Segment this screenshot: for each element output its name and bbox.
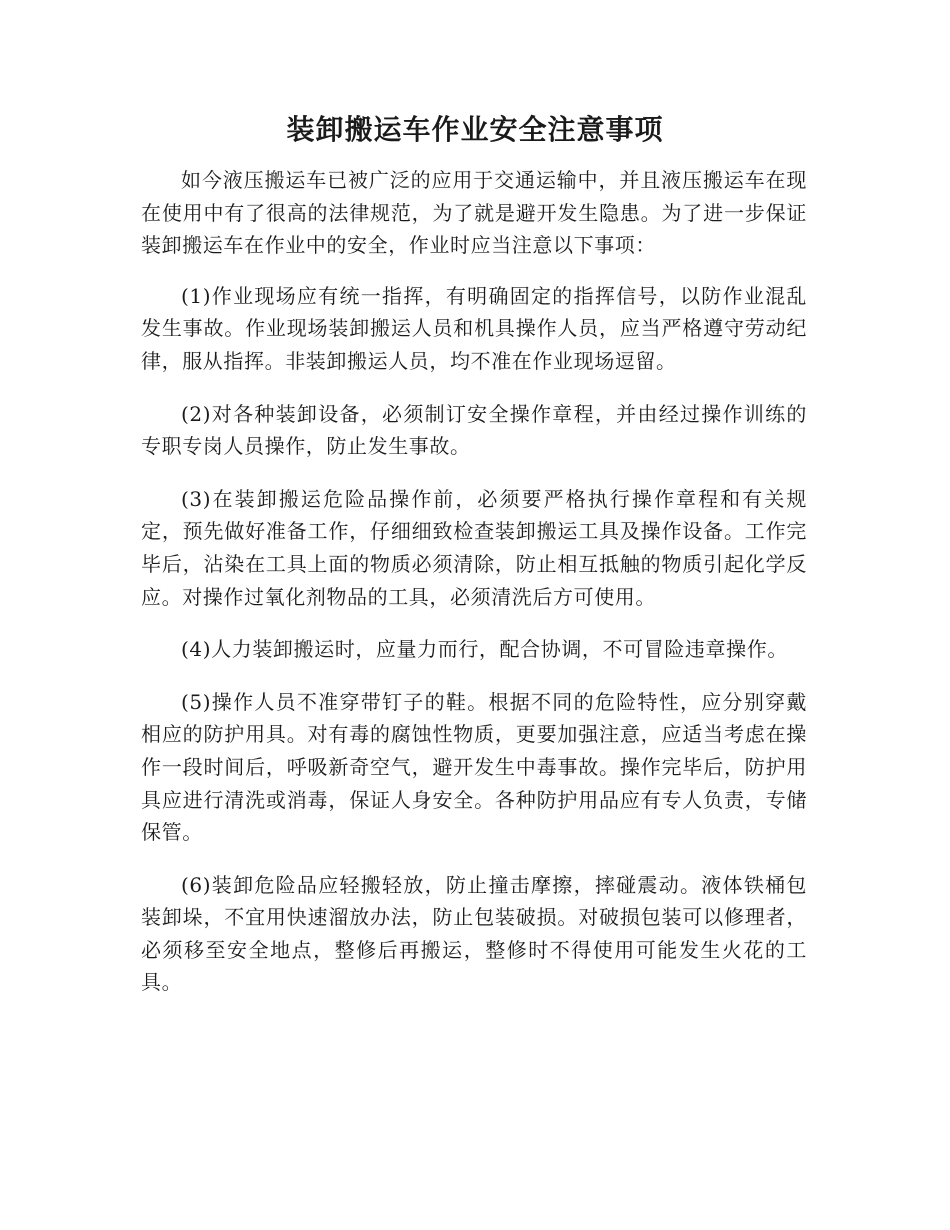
intro-paragraph: 如今液压搬运车已被广泛的应用于交通运输中，并且液压搬运车在现在使用中有了很高的法律规范，为了就是避开发生隐患。为了进一步保证装卸搬运车在作业中的安全，作业时应当注意以下事项： [141,168,807,258]
item-6-paragraph: (6)装卸危险品应轻搬轻放，防止撞击摩擦，摔碰震动。液体铁桶包装卸垛，不宜用快速溜放办法，防止包装破损。对破损包装可以修理者，必须移至安全地点，整修后再搬运，整修时不得使用可能发生火花的工具。 [141,872,807,995]
item-5-paragraph: (5)操作人员不准穿带钉子的鞋。根据不同的危险特性，应分别穿戴相应的防护用具。对有毒的腐蚀性物质，更要加强注意，应适当考虑在操作一段时间后，呼吸新奇空气，避开发生中毒事故。操作完毕后，防护用具应进行清洗或消毒，保证人身安全。各种防护用品应有专人负责，专储保管。 [141,689,807,845]
item-4-paragraph: (4)人力装卸搬运时，应量力而行，配合协调，不可冒险违章操作。 [181,637,788,662]
item-1-paragraph: (1)作业现场应有统一指挥，有明确固定的指挥信号，以防作业混乱发生事故。作业现场装卸搬运人员和机具操作人员，应当严格遵守劳动纪律，服从指挥。非装卸搬运人员，均不准在作业现场逗留。 [141,283,807,373]
document-title: 装卸搬运车作业安全注意事项 [286,113,664,146]
item-3-paragraph: (3)在装卸搬运危险品操作前，必须要严格执行操作章程和有关规定，预先做好准备工作，仔细细致检查装卸搬运工具及操作设备。工作完毕后，沾染在工具上面的物质必须清除，防止相互抵触的物质引起化学反应。对操作过氧化剂物品的工具，必须清洗后方可使用。 [141,486,807,609]
document-body [141,164,807,1019]
item-2-paragraph: (2)对各种装卸设备，必须制订安全操作章程，并由经过操作训练的专职专岗人员操作，防止发生事故。 [141,401,807,459]
